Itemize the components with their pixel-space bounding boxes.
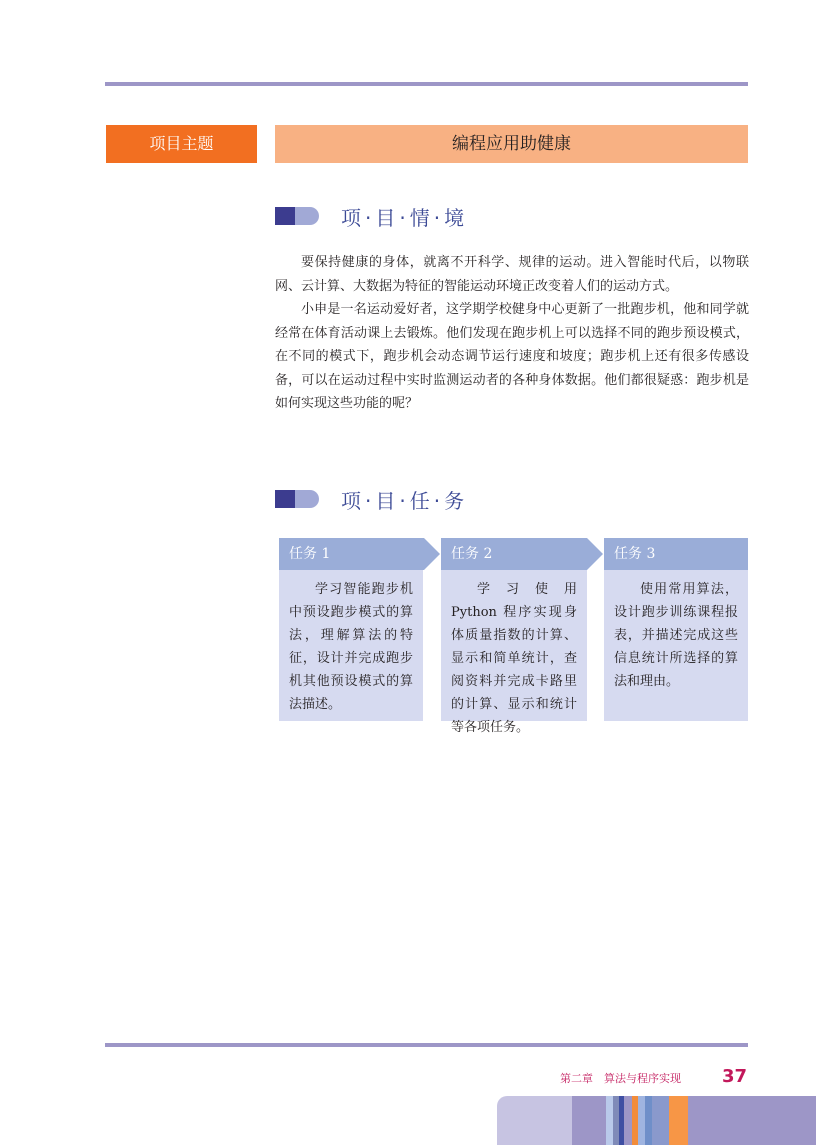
section-marker-icon [275,490,319,508]
footer-decoration [606,1096,613,1145]
top-rule [105,82,748,86]
arrow-right-icon [424,538,440,570]
page-number: 37 [722,1066,748,1087]
task-3-body [604,570,748,721]
task-3-header [604,538,748,570]
section-marker-icon [275,207,319,225]
section-heading-tasks [275,484,468,514]
task-1-body [279,570,423,721]
footer-decoration [688,1096,816,1145]
task-description: 学习使用 Python 程序实现身体质量指数的计算、显示和简单统计，查阅资料并完成卡路里的计算、显示和统计等各项任务。 [451,582,577,735]
bottom-rule [105,1043,748,1047]
chapter-label: 第二章 算法与程序实现 [560,1072,681,1085]
theme-label: 项目主题 [106,125,257,163]
footer-decoration [572,1096,606,1145]
section-title-tasks: 项·目·任·务 [341,488,469,513]
paragraph: 要保持健康的身体，就离不开科学、规律的运动。进入智能时代后，以物联网、云计算、大数据为特征的智能运动环境正改变着人们的运动方式。 [275,255,749,294]
theme-title: 编程应用助健康 [275,125,748,163]
context-text [275,251,749,416]
task-1-header [279,538,424,570]
arrow-right-icon [587,538,603,570]
section-heading-context [275,201,468,231]
footer-decoration [638,1096,645,1145]
task-label: 任务 2 [451,546,493,562]
footer-decoration [669,1096,688,1145]
task-2-header [441,538,587,570]
task-description: 使用常用算法，设计跑步训练课程报表，并描述完成这些信息统计所选择的算法和理由。 [614,582,738,689]
footer-decoration [624,1096,632,1145]
footer-decoration [497,1096,572,1145]
section-title-context: 项·目·情·境 [341,205,469,230]
task-description: 学习智能跑步机中预设跑步模式的算法，理解算法的特征，设计并完成跑步机其他预设模式的算法描述。 [289,582,413,712]
footer-decoration [645,1096,652,1145]
task-label: 任务 1 [289,546,331,562]
paragraph: 小申是一名运动爱好者，这学期学校健身中心更新了一批跑步机，他和同学就经常在体育活动课上去锻炼。他们发现在跑步机上可以选择不同的跑步预设模式，在不同的模式下，跑步机会动态调节运行速度和坡度；跑步机上还有很多传感设备，可以在运动过程中实时监测运动者的各种身体数据。他们都很疑惑：跑步机是如何实现这些功能的呢？ [275,302,749,411]
task-2-body [441,570,587,735]
task-label: 任务 3 [614,546,656,562]
footer-decoration [652,1096,669,1145]
